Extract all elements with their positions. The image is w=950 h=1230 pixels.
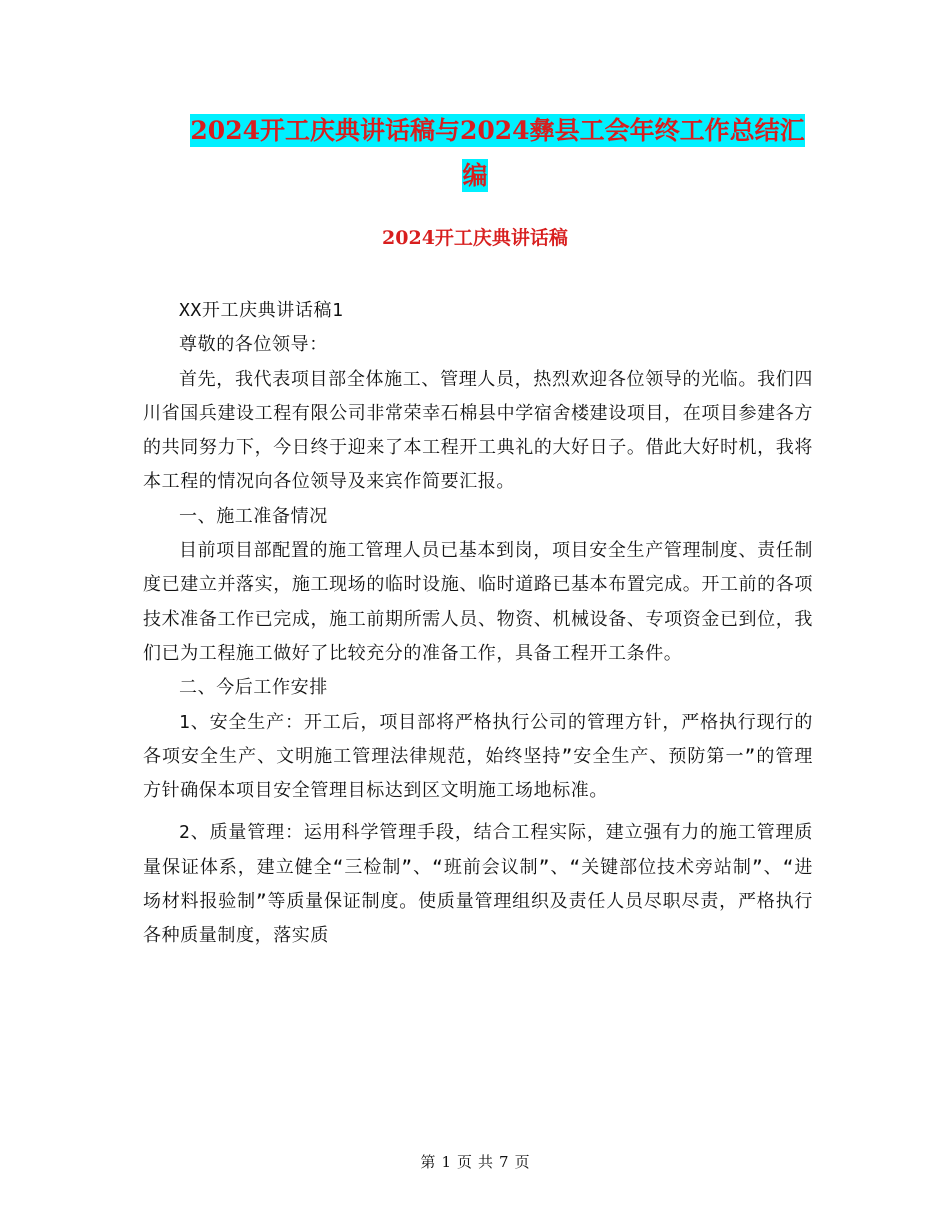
section-title: 2024开工庆典讲话稿 (382, 227, 568, 249)
title-highlight: 2024开工庆典讲话稿与2024彝县工会年终工作总结汇 (190, 116, 805, 145)
document-title-line-1 (0, 108, 950, 154)
footer-total-pages: 7 (499, 1153, 509, 1171)
footer-suffix: 页 (514, 1153, 530, 1171)
paragraph: 目前项目部配置的施工管理人员已基本到岗，项目安全生产管理制度、责任制度已建立并落实，施工现场的临时设施、临时道路已基本布置完成。开工前的各项技术准备工作已完成，施工前期所需人员、物资、机械设备、专项资金已到位，我们已为工程施工做好了比较充分的准备工作，具备工程开工条件。 (143, 540, 813, 664)
paragraph: 1、安全生产：开工后，项目部将严格执行公司的管理方针，严格执行现行的各项安全生产、文明施工管理法律规范，始终坚持”安全生产、预防第一”的管理方针确保本项目安全管理目标达到区文明施工场地标准。 (143, 711, 813, 802)
title-highlight-2: 编 (462, 161, 488, 190)
footer-total-prefix: 共 (478, 1153, 494, 1171)
footer-page-number: 1 (441, 1153, 451, 1171)
footer-middle: 页 (456, 1153, 472, 1171)
document-body (143, 294, 813, 954)
page-footer (0, 1150, 950, 1174)
paragraph: 首先，我代表项目部全体施工、管理人员，热烈欢迎各位领导的光临。我们四川省国兵建设工程有限公司非常荣幸石棉县中学宿舍楼建设项目，在项目参建各方的共同努力下，今日终于迎来了本工程开工典礼的大好日子。借此大好时机，我将本工程的情况向各位领导及来宾作简要汇报。 (143, 368, 813, 493)
footer-prefix: 第 (420, 1153, 436, 1171)
paragraph: 2、质量管理：运用科学管理手段，结合工程实际，建立强有力的施工管理质量保证体系，建立健全“三检制”、“班前会议制”、“关键部位技术旁站制”、“进场材料报验制”等质量保证制度。使质量管理组织及责任人员尽职尽责，严格执行各种质量制度，落实质 (143, 822, 813, 947)
paragraph-heading: 一、施工准备情况 (179, 505, 328, 527)
paragraph: XX开工庆典讲话稿1 (179, 300, 344, 321)
paragraph-heading: 二、今后工作安排 (179, 677, 328, 699)
document-title-line-2 (0, 153, 950, 199)
paragraph: 尊敬的各位领导： (179, 334, 328, 356)
